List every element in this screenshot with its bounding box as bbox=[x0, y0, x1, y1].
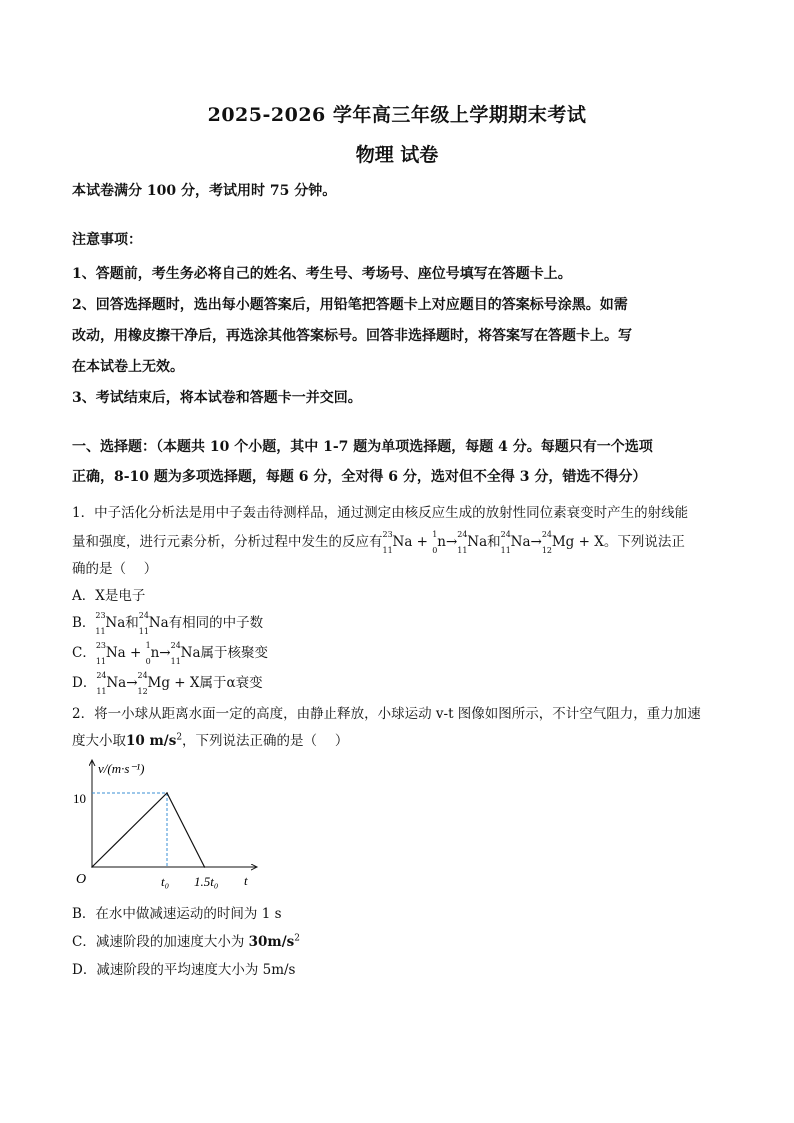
q2-option-c-text: C．减速阶段的加速度大小为 bbox=[72, 934, 249, 950]
q2-option-b: B．在水中做减速运动的时间为 1 s bbox=[72, 906, 282, 922]
velocity-series-line bbox=[92, 793, 205, 867]
q2-option-c-value: 30m/s bbox=[248, 934, 295, 950]
q1-option-d-text: 属于α衰变 bbox=[199, 675, 263, 691]
q1-stem-suffix: 。下列说法正 bbox=[603, 534, 685, 550]
q1-option-b: B． 23 11 Na和 24 11 Na有相同的中子数 bbox=[72, 610, 264, 637]
origin-label: O bbox=[76, 872, 87, 887]
nuclide-na23: 23 11 bbox=[95, 610, 106, 637]
nuclide-na24: 24 11 bbox=[457, 529, 468, 556]
nuclide-na24: 24 11 bbox=[138, 610, 149, 637]
q1-option-c: C． 23 11 Na + 1 0 n→ 24 11 Na属于核聚变 bbox=[72, 640, 268, 667]
notice-item-2-cont: 改动，用橡皮擦干净后，再选涂其他答案标号。回答非选择题时，将答案写在答题卡上。写 bbox=[72, 328, 632, 344]
q1-option-d: D． 24 11 Na→ 24 12 Mg + X属于α衰变 bbox=[72, 670, 263, 697]
q2-stem-line1: 2．将一小球从距离水面一定的高度，由静止释放，小球运动 v-t 图像如图所示，不计空气阻力，重力加速 bbox=[72, 706, 701, 722]
exam-subtitle: 物理 试卷 bbox=[355, 144, 439, 166]
nuclide-na23: 23 11 bbox=[95, 640, 107, 667]
nuclide-n: 1 0 bbox=[145, 640, 151, 667]
section-heading-line2: 正确，8-10 题为多项选择题，每题 6 分，全对得 6 分，选对但不全得 3 分，错选不得分） bbox=[72, 469, 647, 485]
q2-stem-prefix: 度大小取 bbox=[72, 733, 126, 749]
y-axis-label: v/(m·s⁻¹) bbox=[98, 761, 145, 776]
q2-stem-suffix: ，下列说法正确的是（ ） bbox=[182, 733, 349, 749]
velocity-point-2 bbox=[204, 866, 206, 868]
q1-stem-line3: 确的是（ ） bbox=[72, 561, 158, 577]
notice-item-3: 3、考试结束后，将本试卷和答题卡一并交回。 bbox=[72, 390, 362, 406]
exam-title: 2025-2026 学年高三年级上学期期末考试 bbox=[207, 104, 587, 126]
q1-option-b-text: 有相同的中子数 bbox=[168, 615, 264, 631]
q1-stem-line2: 量和强度，进行元素分析，分析过程中发生的反应有 23 11 Na + 1 0 n→ 24 11 Na和 24 11 Na→ 24 12 Mg + X。下列说法正 bbox=[72, 529, 685, 556]
section-heading-line1: 一、选择题：（本题共 10 个小题，其中 1-7 题为单项选择题，每题 4 分。每题只有一个选项 bbox=[72, 439, 653, 455]
q2-option-d: D．减速阶段的平均速度大小为 5m/s bbox=[72, 962, 296, 978]
q2-option-c: C．减速阶段的加速度大小为 $30m/s^2$ bbox=[72, 933, 300, 950]
q1-stem-line1: 1．中子活化分析法是用中子轰击待测样品，通过测定由核反应生成的放射性同位素衰变时产生的射线能 bbox=[72, 505, 689, 521]
nuclide-na24: 24 11 bbox=[96, 670, 107, 697]
x-tick-label-1p5t0: 1.5t₀ bbox=[194, 874, 219, 889]
nuclide-mg24: 24 12 bbox=[541, 529, 553, 556]
notice-item-2: 2、回答选择题时，选出每小题答案后，用铅笔把答题卡上对应题目的答案标号涂黑。如需 bbox=[72, 297, 628, 313]
nuclide-mg24: 24 12 bbox=[137, 670, 148, 697]
vt-graph bbox=[72, 752, 272, 897]
q1-option-c-text: 属于核聚变 bbox=[200, 645, 268, 661]
notice-heading: 注意事项： bbox=[72, 232, 142, 248]
q1-option-a: A．X是电子 bbox=[72, 588, 146, 604]
q1-stem-prefix: 量和强度，进行元素分析，分析过程中发生的反应有 bbox=[72, 534, 383, 550]
q2-gravity-value: 10 m/s bbox=[126, 733, 177, 749]
nuclide-na24-b: 24 11 bbox=[500, 529, 511, 556]
y-tick-label: 10 bbox=[73, 791, 86, 806]
velocity-point-1 bbox=[166, 792, 168, 794]
nuclide-n: 1 0 bbox=[432, 529, 438, 556]
q2-stem-line2: 度大小取10 $m/s^2$，下列说法正确的是（ ） bbox=[72, 732, 349, 749]
nuclide-na23: 23 11 bbox=[382, 529, 393, 556]
x-tick-label-t0: t₀ bbox=[161, 874, 170, 889]
x-axis-label: t bbox=[244, 873, 248, 888]
exam-info: 本试卷满分 100 分，考试用时 75 分钟。 bbox=[72, 183, 337, 199]
notice-item-1: 1、答题前，考生务必将自己的姓名、考生号、考场号、座位号填写在答题卡上。 bbox=[72, 266, 572, 282]
notice-item-2-end: 在本试卷上无效。 bbox=[72, 359, 184, 375]
velocity-point-0 bbox=[91, 866, 93, 868]
nuclide-na24: 24 11 bbox=[170, 640, 181, 667]
